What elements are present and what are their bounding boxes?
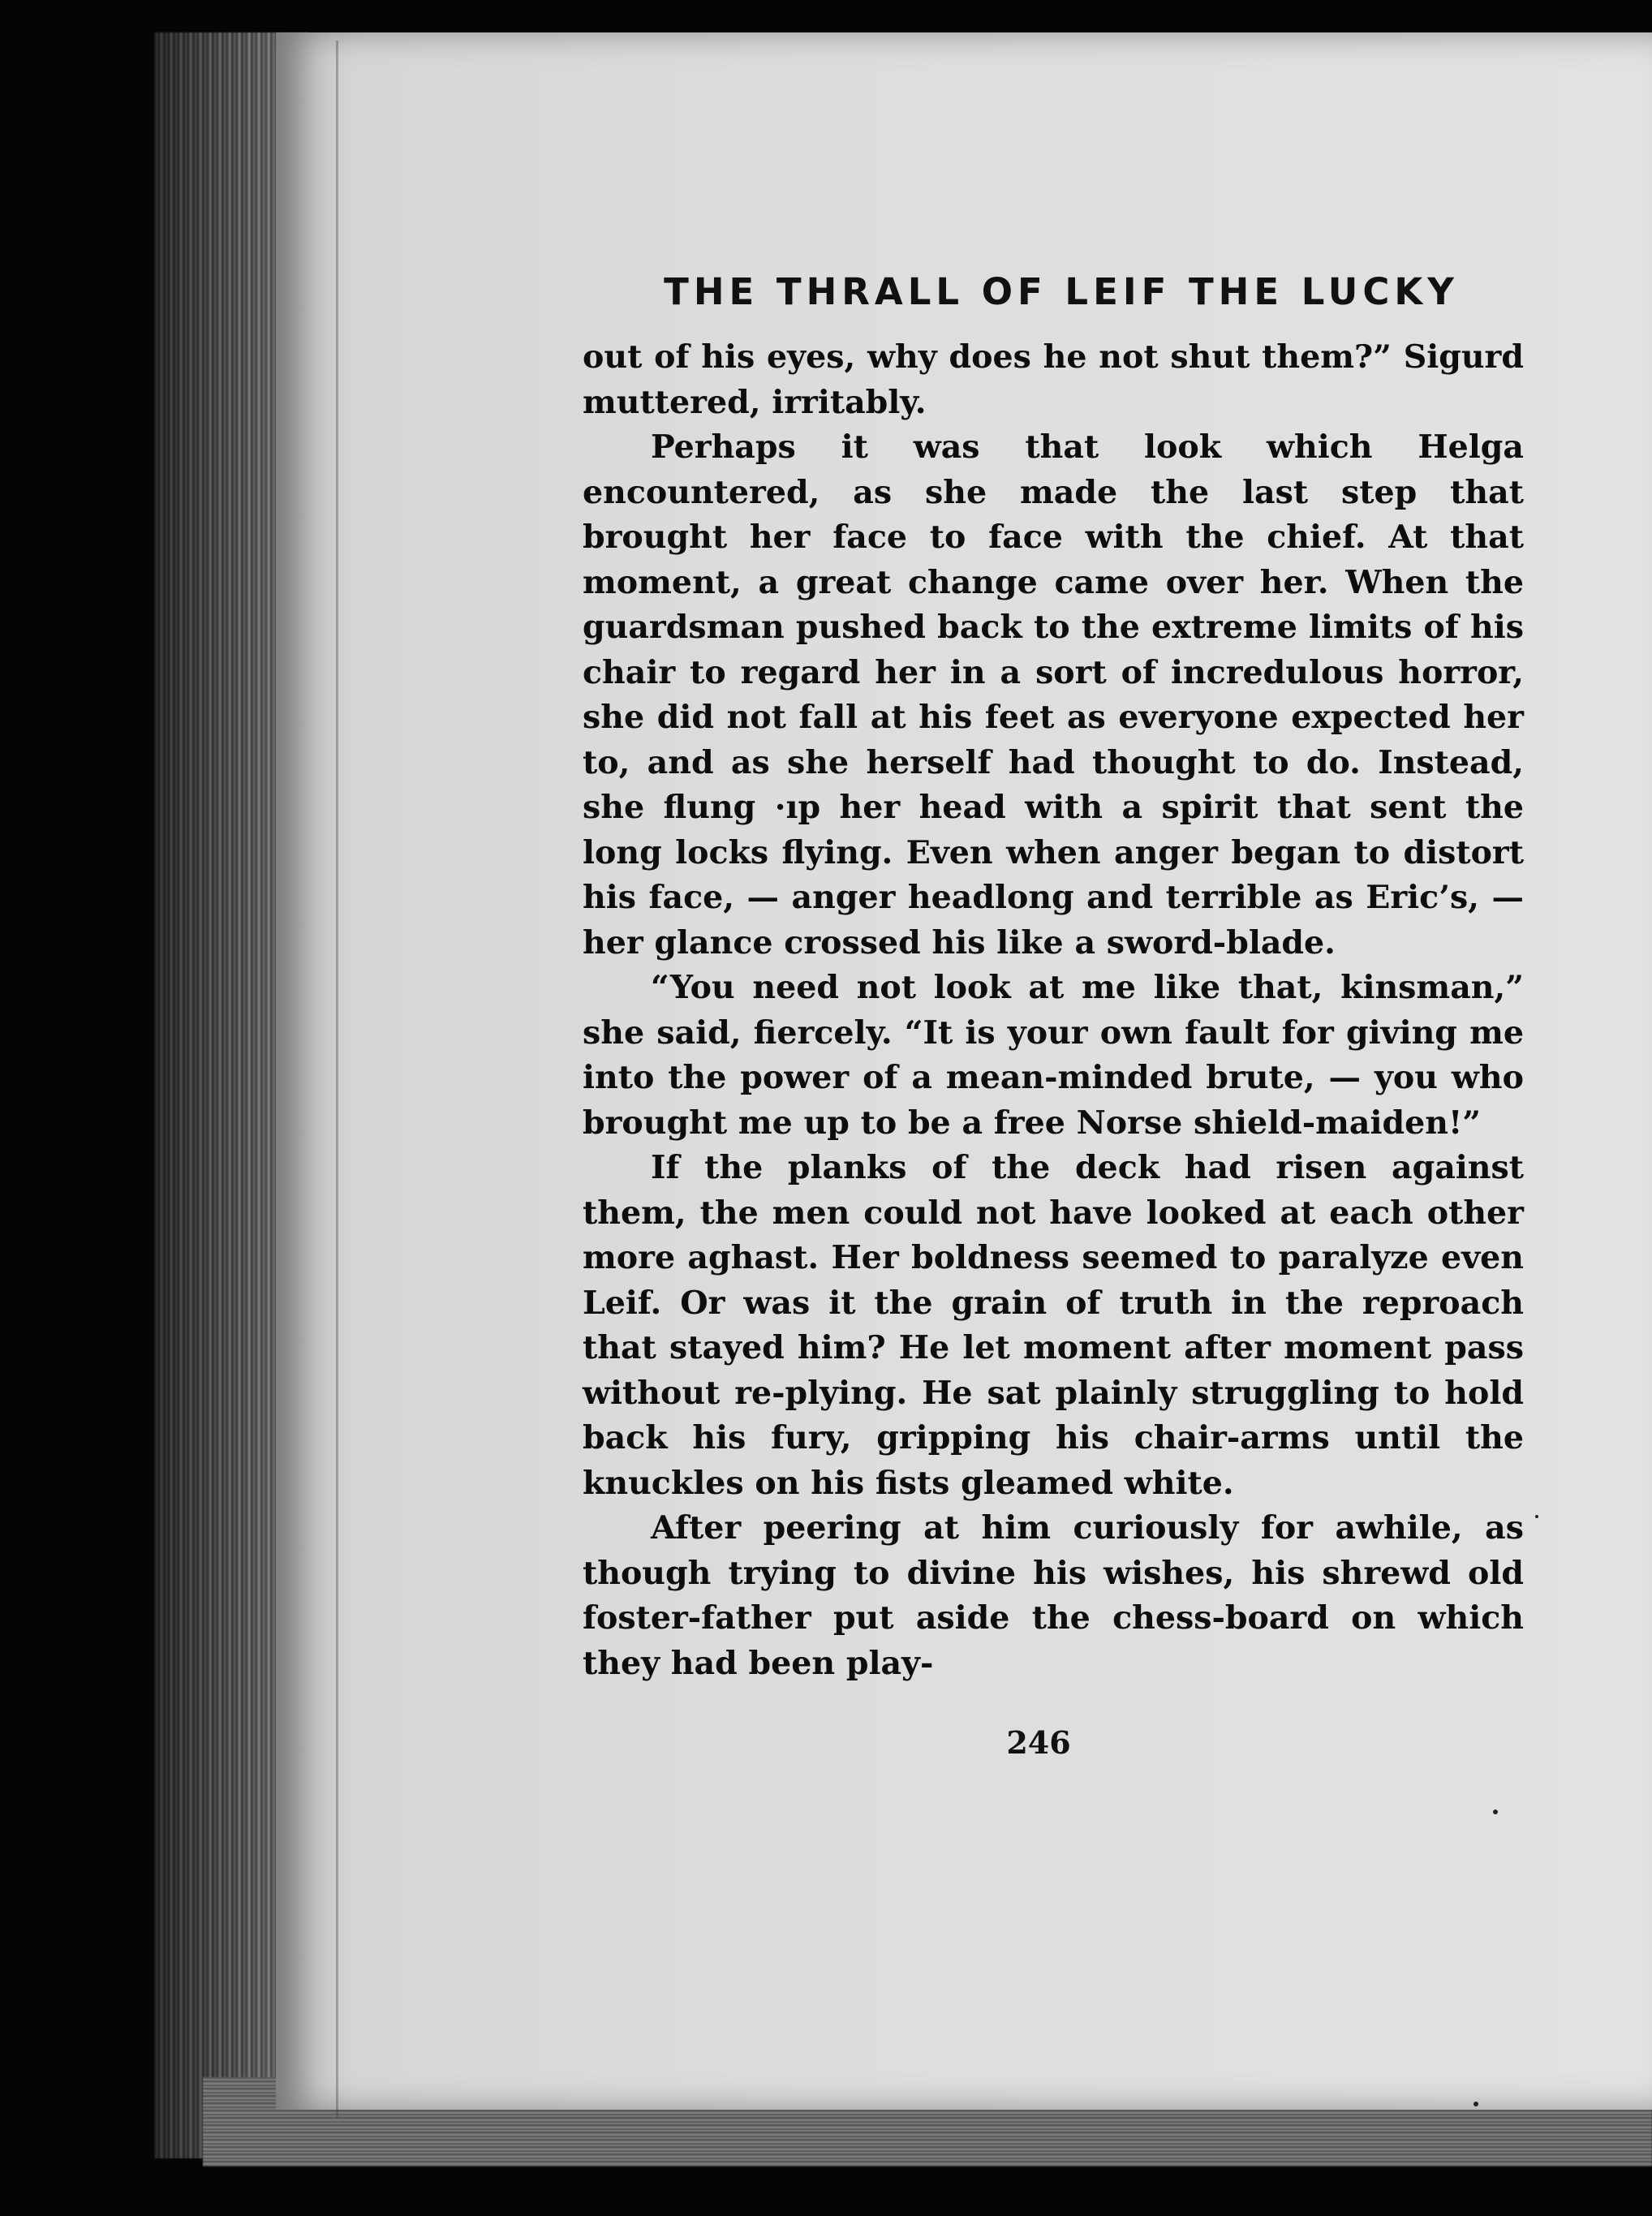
paragraph: “You need not look at me like that, kinsman,” she said, fiercely. “It is your own fault for giving me into the power of a mean-minded brute, — you who brought me up to be a free Norse shield-maiden!” — [583, 969, 1524, 1142]
paragraph: After peering at him curiously for awhile, as though trying to divine his wishes, his shrewd old foster-father put aside the chess-board on which they had been play- — [583, 1509, 1524, 1682]
gutter-line — [336, 41, 338, 2118]
dust-speck — [1535, 1515, 1538, 1518]
paragraph: If the planks of the deck had risen against them, the men could not have looked at each other more aghast. Her boldness seemed to paralyze even Leif. Or was it the grain of truth in the reproach that stayed him? He let moment after moment pass without re-plying. He sat plainly struggling to hold back his fury, gripping his chair-arms until the knuckles on his fists gleamed white. — [583, 1149, 1524, 1502]
paragraph: out of his eyes, why does he not shut them?” Sigurd muttered, irritably. — [583, 338, 1524, 421]
dust-speck — [1493, 1809, 1498, 1814]
dust-speck — [1473, 2102, 1478, 2106]
paragraph: Perhaps it was that look which Helga encountered, as she made the last step that brought her face to face with the chief. At that moment, a great change came over her. When the guardsman pushed back to the extreme limits of his chair to regard her in a sort of incredulous horror, she did not fall at his feet as everyone expected her to, and as she herself had thought to do. Instead, she flung ·ıp her head with a spirit that sent the long locks flying. Even when anger began to distort his face, — anger headlong and terrible as Eric’s, — her glance crossed his like a sword-blade. — [583, 428, 1524, 962]
page-number: 246 — [1006, 1724, 1071, 1761]
body-text — [583, 335, 1524, 1686]
running-head: THE THRALL OF LEIF THE LUCKY — [664, 270, 1459, 313]
